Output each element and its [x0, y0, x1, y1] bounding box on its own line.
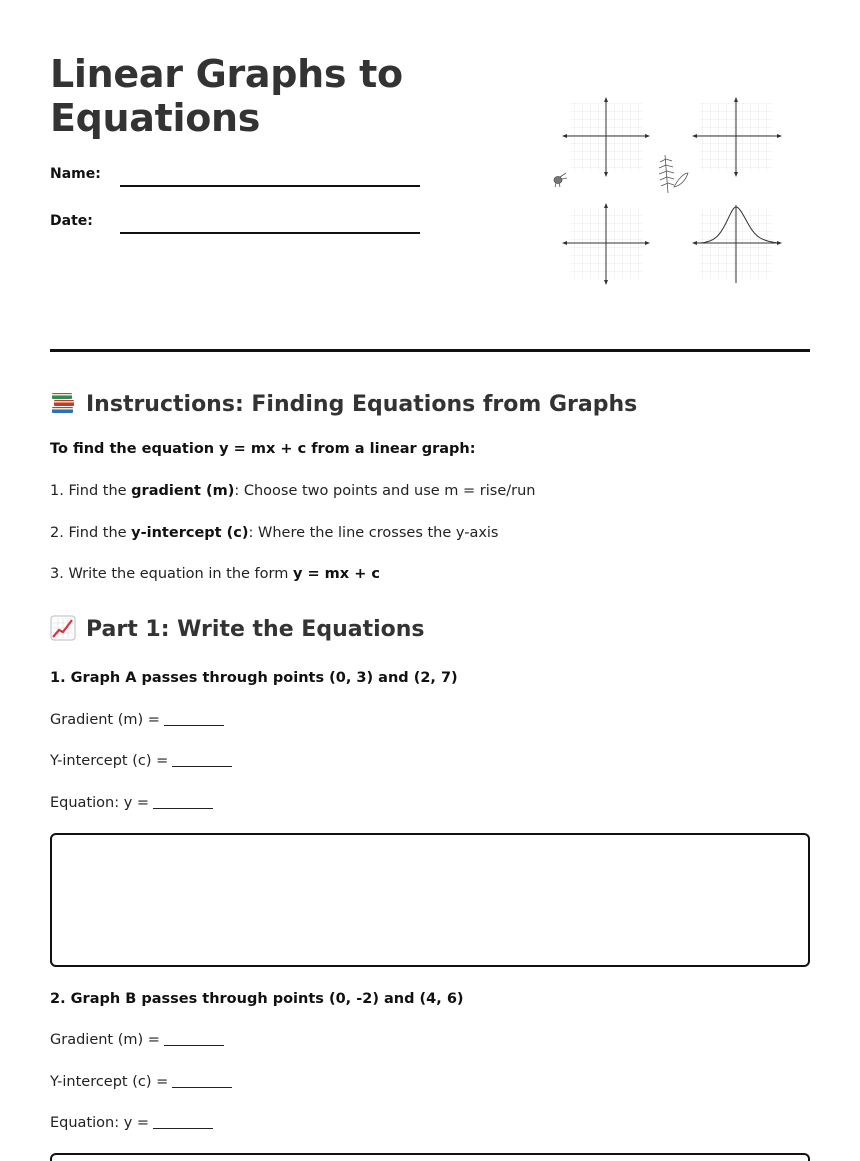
equation-blank[interactable]: [153, 1117, 213, 1129]
instruction-step-2: 2. Find the y-intercept (c): Where the line crosses the y-axis: [50, 525, 499, 541]
grid-bottom-left-icon: [562, 203, 650, 285]
question-1-title: 1. Graph A passes through points (0, 3) and (2, 7): [50, 670, 458, 686]
grid-top-left-icon: [562, 97, 650, 177]
gradient-blank[interactable]: [164, 1034, 224, 1046]
intercept-blank[interactable]: [172, 1076, 232, 1088]
answer-box-1[interactable]: [50, 833, 810, 967]
instructions-intro: To find the equation y = mx + c from a linear graph:: [50, 441, 476, 457]
books-icon: [50, 390, 76, 416]
chart-increasing-icon: [50, 615, 76, 641]
intercept-blank[interactable]: [172, 755, 232, 767]
question-1-equation: Equation: y =: [50, 795, 213, 811]
part1-heading: [50, 615, 425, 642]
header-divider: [50, 349, 810, 352]
question-2-equation: Equation: y =: [50, 1115, 213, 1131]
question-1-gradient: Gradient (m) =: [50, 712, 224, 728]
gradient-blank[interactable]: [164, 714, 224, 726]
bird-doodle-icon: [554, 173, 567, 187]
grid-bottom-right-icon: [692, 205, 782, 283]
instructions-heading: [50, 390, 637, 417]
equation-blank[interactable]: [153, 797, 213, 809]
name-label: Name:: [50, 166, 101, 182]
title-line-2: Equations: [50, 96, 261, 140]
answer-box-2[interactable]: [50, 1153, 810, 1161]
fern-doodle-icon: [659, 155, 688, 193]
question-2-gradient: Gradient (m) =: [50, 1032, 224, 1048]
name-line[interactable]: [120, 185, 420, 187]
instruction-step-3: 3. Write the equation in the form y = mx + c: [50, 566, 380, 582]
title-line-1: Linear Graphs to: [50, 52, 403, 96]
question-2-title: 2. Graph B passes through points (0, -2) and (4, 6): [50, 991, 464, 1007]
instruction-step-1: 1. Find the gradient (m): Choose two points and use m = rise/run: [50, 483, 536, 499]
question-1-intercept: Y-intercept (c) =: [50, 753, 232, 769]
grid-top-right-icon: [692, 97, 782, 177]
instructions-heading-text: Instructions: Finding Equations from Graphs: [86, 392, 638, 417]
question-2-intercept: Y-intercept (c) =: [50, 1074, 232, 1090]
date-field[interactable]: [50, 213, 420, 237]
date-line[interactable]: [120, 232, 420, 234]
graph-grids-clipart-icon: [550, 95, 790, 285]
name-field[interactable]: [50, 166, 420, 190]
page-title: [50, 52, 470, 140]
worksheet-page: [50, 0, 810, 1161]
date-label: Date:: [50, 213, 93, 229]
part1-heading-text: Part 1: Write the Equations: [86, 617, 425, 642]
